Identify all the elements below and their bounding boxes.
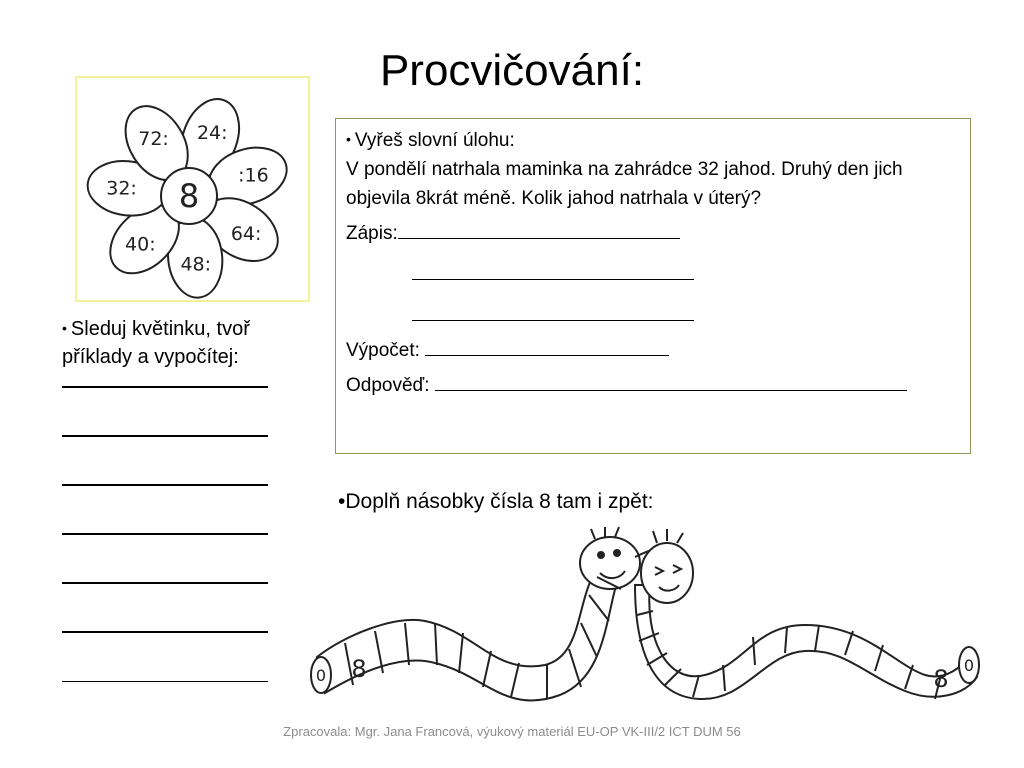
flower-picture [75, 76, 310, 302]
answer-line[interactable] [62, 681, 268, 683]
right-worm-start-number: 8 [933, 665, 949, 693]
left-worm-start-number: 8 [351, 655, 367, 683]
flower-task-label: Sleduj květinku, tvoř příklady a vypočítej: [62, 318, 250, 368]
odpoved-line[interactable] [435, 372, 907, 391]
left-worm-tail-number: 0 [315, 666, 327, 685]
answer-line[interactable] [62, 435, 268, 437]
right-worm-head [641, 543, 693, 603]
zapis-line[interactable] [412, 261, 694, 280]
worms-picture [305, 525, 985, 720]
worms-drawing [305, 525, 985, 715]
page-title: Procvičování: [379, 46, 645, 95]
answer-line[interactable] [62, 533, 268, 535]
flower-petal-label: :16 [238, 164, 269, 187]
zapis-label: Zápis: [346, 223, 398, 244]
flower-task-text [62, 314, 312, 371]
right-worm-body [635, 585, 977, 699]
bullet: • [346, 131, 351, 147]
answer-line[interactable] [62, 386, 268, 388]
zapis-line[interactable] [412, 302, 694, 321]
zapis-line[interactable] [398, 220, 680, 239]
flower-center-number: 8 [178, 177, 200, 215]
right-worm-tail-number: 0 [963, 656, 975, 675]
flower-petal-label: 24: [196, 122, 228, 145]
flower-petal-label: 48: [180, 253, 212, 276]
word-problem-heading: Vyřeš slovní úlohu: [354, 130, 515, 151]
vypocet-label: Výpočet: [346, 340, 420, 361]
multiples-task-label: Doplň násobky čísla 8 tam i zpět: [345, 490, 654, 513]
flower-drawing [77, 78, 308, 300]
multiples-task-text: •Doplň násobky čísla 8 tam i zpět: [338, 490, 654, 513]
flower-petal-label: 32: [106, 177, 137, 200]
word-problem-text: V pondělí natrhala maminka na zahrádce 32 jahod. Druhý den jich objevila 8krát méně. Kolik jahod natrhala v úterý? [346, 159, 903, 209]
left-worm-head [580, 537, 640, 589]
answer-line[interactable] [62, 582, 268, 584]
bullet: • [62, 320, 67, 336]
answer-lines [62, 386, 268, 730]
flower-petal-label: 72: [138, 127, 169, 150]
left-worm-eye [614, 550, 620, 556]
left-worm-eye [598, 552, 604, 558]
vypocet-line[interactable] [425, 337, 669, 356]
flower-petal-label: 40: [125, 233, 156, 256]
answer-line[interactable] [62, 631, 268, 633]
answer-line[interactable] [62, 484, 268, 486]
odpoved-label: Odpověď: [346, 375, 430, 396]
footer-credit: Zpracovala: Mgr. Jana Francová, výukový materiál EU-OP VK-III/2 ICT DUM 56 [283, 724, 741, 739]
flower-petal-label: 64: [230, 222, 262, 245]
word-problem-box [335, 118, 971, 454]
right-worm-hair [653, 529, 683, 543]
